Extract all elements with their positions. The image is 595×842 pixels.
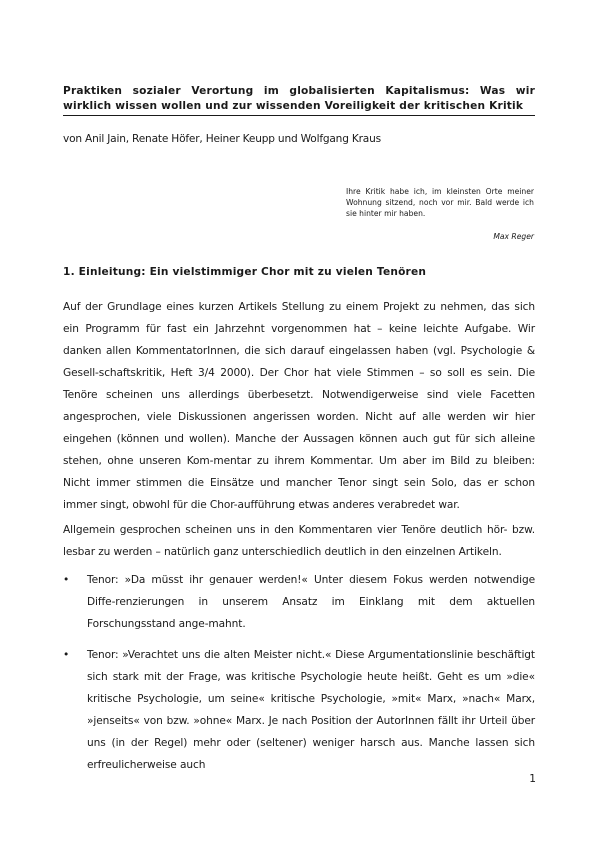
bullet-icon: •	[63, 649, 70, 661]
bullet-icon: •	[63, 574, 70, 586]
body-paragraph: Auf der Grundlage eines kurzen Artikels Stellung zu einem Projekt zu nehmen, das sich ein Programm für fast ein Jahrzehnt vorgenommen hat – keine leichte Aufgabe. Wir danken allen KommentatorInnen, die sich darauf eingelassen haben (vgl. Psychologie & Gesell-schaftskritik, Heft 3/4 2000). Der Chor hat viele Stimmen – so soll es sein. Die Tenöre scheinen uns allerdings überbesetzt. Notwendigerweise sind viele Facetten angesprochen, viele Diskussionen angerissen worden. Nicht auf alle werden wir hier eingehen (können und wollen). Manche der Aussagen können auch gut für sich alleine stehen, ohne unseren Kom-mentar zu ihrem Kommentar. Um aber im Bild zu bleiben: Nicht immer stimmen die Einsätze und mancher Tenor singt sein Solo, das er schon immer singt, obwohl für die Chor-aufführung etwas anderes verabredet war.	[63, 301, 535, 511]
bullet-list	[63, 569, 535, 785]
epigraph-quote: Ihre Kritik habe ich, im kleinsten Orte meiner Wohnung sitzend, noch vor mir. Bald werde ich sie hinter mir haben.	[346, 187, 534, 218]
list-item-text: Tenor: »Da müsst ihr genauer werden!« Unter diesem Fokus werden notwendige Diffe-renzierungen in unserem Ansatz im Einklang mit dem aktuellen Forschungsstand ange-mahnt.	[87, 574, 535, 630]
body-paragraph: Allgemein gesprochen scheinen uns in den Kommentaren vier Tenöre deutlich hör- bzw. lesbar zu werden – natürlich ganz unterschiedlich deutlich in den einzelnen Artikeln.	[63, 524, 535, 558]
list-item-text: Tenor: »Verachtet uns die alten Meister nicht.« Diese Argumentationslinie beschäftigt sich stark mit der Frage, was kritische Psychologie heute heißt. Geht es um »die« kritische Psychologie, um seine« kritische Psychologie, »mit« Marx, »nach« Marx, »jenseits« von bzw. »ohne« Marx. Je nach Position der AutorInnen fällt ihr Urteil über uns (in der Regel) mehr oder (seltener) weniger harsch aus. Manche lassen sich erfreulicherweise auch	[87, 649, 535, 771]
section-heading: 1. Einleitung: Ein vielstimmiger Chor mit zu vielen Tenören	[63, 266, 427, 278]
author-line: von Anil Jain, Renate Höfer, Heiner Keupp und Wolfgang Kraus	[63, 133, 381, 145]
paper-title: Praktiken sozialer Verortung im globalisierten Kapitalismus: Was wir wirklich wissen wollen und zur wissenden Voreiligkeit der kritischen Kritik	[63, 84, 535, 116]
list-item	[63, 644, 535, 776]
list-item	[63, 569, 535, 635]
epigraph-author: Max Reger	[493, 232, 534, 241]
page-number: 1	[529, 773, 536, 785]
